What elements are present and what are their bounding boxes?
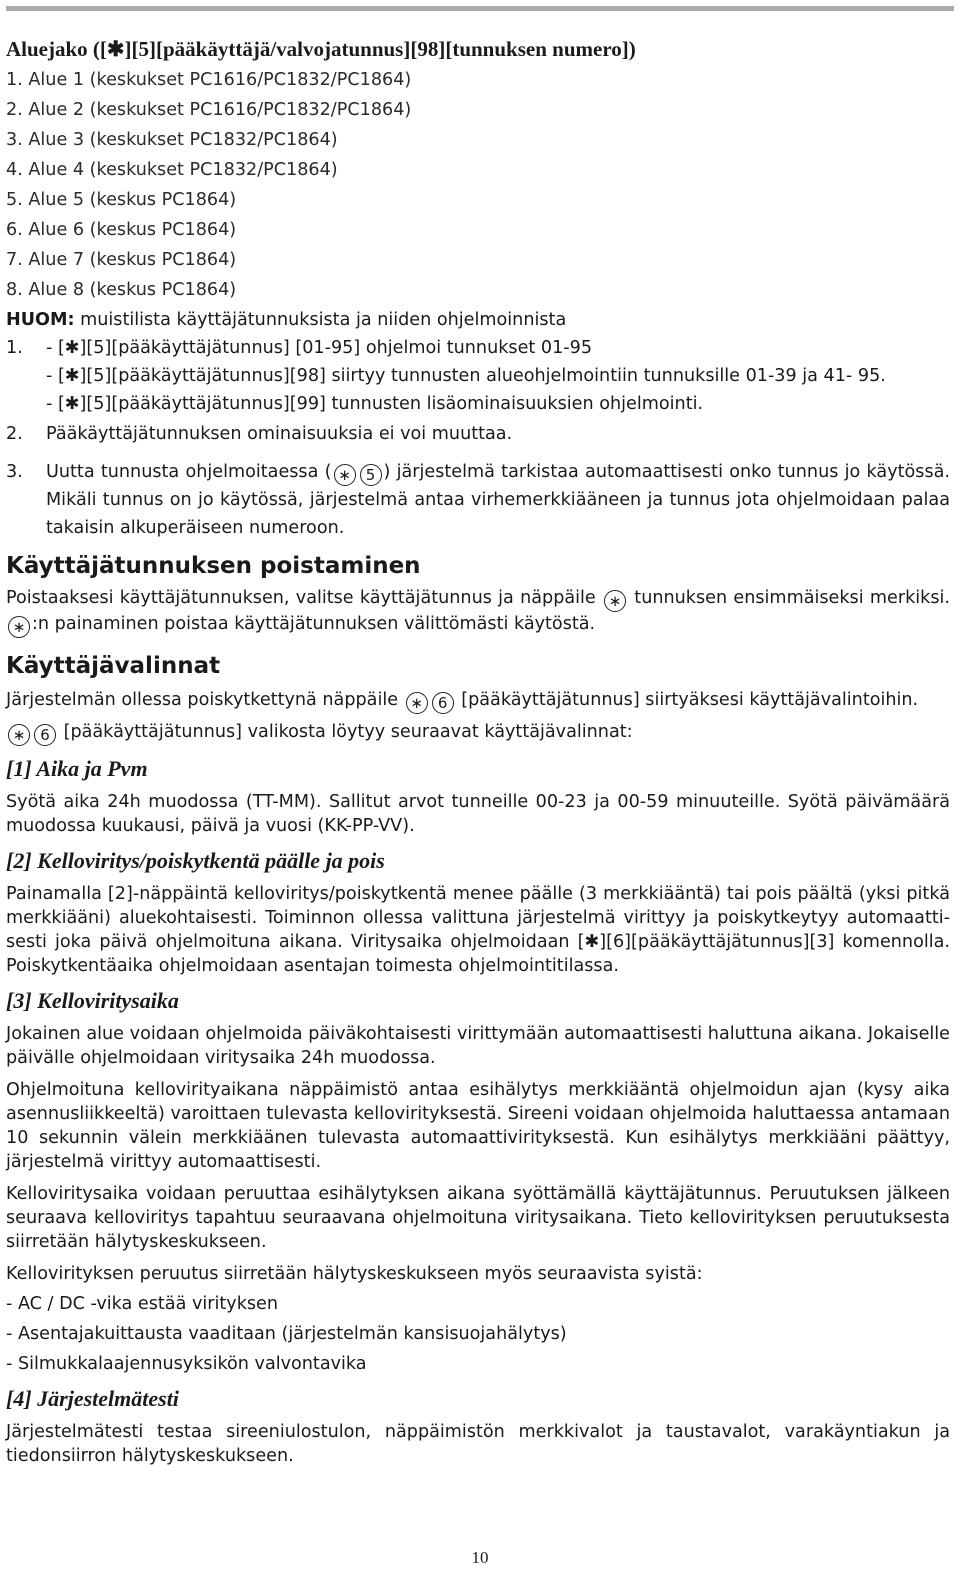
note-line: - [✱][5][pääkäyttäjätunnus][98] siirtyy tunnusten alueohjelmointiin tunnuksille 01-39 ja 41- 95. xyxy=(46,366,886,386)
star-key-icon: ∗ xyxy=(8,616,30,638)
note-label: HUOM: xyxy=(6,310,75,330)
list-item: - Silmukkalaajennusyksikön valvontavika xyxy=(6,1354,367,1374)
paragraph: Järjestelmätesti testaa sireeniulostulon, näppäimistön merkkivalot ja taustavalot, varakäyntiakun ja tiedonsiirron hälytyskeskukseen. xyxy=(6,1422,950,1466)
list-item: 8. Alue 8 (keskus PC1864) xyxy=(6,280,237,300)
note-text: muistilista käyttäjätunnuksista ja niiden ohjelmoinnista xyxy=(74,310,567,330)
page-number: 10 xyxy=(471,1548,489,1567)
paragraph xyxy=(6,686,950,714)
paragraph: Kellovirityksen peruutus siirretään hälytyskeskukseen myös seuraavista syistä: xyxy=(6,1264,703,1284)
star-key-icon: ∗ xyxy=(8,724,30,746)
sec1-post: :n painaminen poistaa käyttäjätunnuksen välittömästi käytöstä. xyxy=(32,614,596,634)
section-title-user-functions: Käyttäjävalinnat xyxy=(6,653,221,679)
note-heading xyxy=(6,308,950,332)
note-item-1-lines xyxy=(46,336,950,416)
list-item: 3. Alue 3 (keskukset PC1832/PC1864) xyxy=(6,130,338,150)
paragraph xyxy=(6,718,950,746)
key-6-icon: 6 xyxy=(34,724,56,746)
sec2-p1-pre: Järjestelmän ollessa poiskytkettynä näppäile xyxy=(6,690,404,710)
key-5-icon: 5 xyxy=(360,464,382,486)
subsection-title-2: [2] Kelloviritys/poiskytkentä päälle ja pois xyxy=(6,848,385,873)
list-item: - Asentajakuittausta vaaditaan (järjestelmän kansisuojahälytys) xyxy=(6,1324,567,1344)
list-item: 1. Alue 1 (keskukset PC1616/PC1832/PC1864) xyxy=(6,70,412,90)
note-text: Pääkäyttäjätunnuksen ominaisuuksia ei voi muuttaa. xyxy=(46,424,513,444)
list-item: 4. Alue 4 (keskukset PC1832/PC1864) xyxy=(6,160,338,180)
paragraph: Jokainen alue voidaan ohjelmoida päiväkohtaisesti virittymään automaattisesti haluttuna aikana. Jokaiselle päivälle ohjelmoidaan viritysaika 24h muodossa. xyxy=(6,1024,950,1068)
sec2-p1-post: [pääkäyttäjätunnus] siirtyäksesi käyttäjävalintoihin. xyxy=(455,690,919,710)
paragraph xyxy=(6,586,950,638)
list-item: 5. Alue 5 (keskus PC1864) xyxy=(6,190,237,210)
note-item-1 xyxy=(6,336,950,416)
star-key-icon: ∗ xyxy=(604,590,626,612)
list-item: 7. Alue 7 (keskus PC1864) xyxy=(6,250,237,270)
note3-pre: Uutta tunnusta ohjelmoitaessa ( xyxy=(46,462,332,482)
top-rule xyxy=(6,6,954,11)
area-list xyxy=(6,68,950,302)
list-item: - AC / DC -vika estää virityksen xyxy=(6,1294,279,1314)
sec2-p2-post: [pääkäyttäjätunnus] valikosta löytyy seuraavat käyttäjävalinnat: xyxy=(58,722,633,742)
note-number: 1. xyxy=(6,338,23,358)
note-line: - [✱][5][pääkäyttäjätunnus][99] tunnusten lisäominaisuuksien ohjelmointi. xyxy=(46,394,704,414)
list-item: 2. Alue 2 (keskukset PC1616/PC1832/PC1864) xyxy=(6,100,412,120)
paragraph: Ohjelmoituna kellovirityaikana näppäimistö antaa esihälytys merkkiääntä ohjelmoidun ajan (kysy aika asennusliikkeeltä) varoittaen tulevasta kellovirityksestä. Sireeni voidaan ohjelmoida haluttaessa antamaan 10 sekunnin välein merkkiäänen tulevasta automaattivirityksestä. Kun esihälytys merkkiääni päättyy, järjestelmä virittyy automaattisesti. xyxy=(6,1080,950,1172)
note-number: 3. xyxy=(6,462,23,482)
sec1-pre: Poistaaksesi käyttäjätunnuksen, valitse käyttäjätunnus ja näppäile xyxy=(6,588,603,608)
note-item-2 xyxy=(6,422,950,446)
document-body xyxy=(6,36,950,1468)
section-title-delete-user-code: Käyttäjätunnuksen poistaminen xyxy=(6,553,421,579)
section-title-aluejako: Aluejako ([✱][5][pääkäyttäjä/valvojatunnus][98][tunnuksen numero]) xyxy=(6,37,636,61)
paragraph: Painamalla [2]-näppäintä kelloviritys/poiskytkentä menee päälle (3 merkkiääntä) tai pois päältä (yksi pitkä merkkiääni) aluekohtaisesti. Toiminnon ollessa valittuna järjestelmä virittyy ja poiskytkeytyy automaatti-sesti joka päivä ohjelmoituna aikana. Viritysaika ohjelmoidaan [✱][6][pääkäyttäjätunnus][3] komennolla. Poiskytkentäaika ohjelmoidaan asentajan toimesta ohjelmointitilassa. xyxy=(6,884,950,976)
paragraph: Kelloviritysaika voidaan peruuttaa esihälytyksen aikana syöttämällä käyttäjätunnus. Peruutuksen jälkeen seuraava kelloviritys tapahtuu seuraavana ohjelmoituna viritysaikana. Tieto kellovirityksen peruutuksesta siirretään hälytyskeskukseen. xyxy=(6,1184,950,1252)
note3-post: ) järjestelmä tarkistaa automaattisesti onko tunnus jo käytössä. Mikäli tunnus on jo käytössä, järjestelmä antaa virhemerkkiääneen ja tunnus jota ohjelmoidaan palaa takaisin alkuperäiseen numeroon. xyxy=(46,462,950,538)
note-number: 2. xyxy=(6,424,23,444)
subsection-title-3: [3] Kelloviritysaika xyxy=(6,988,179,1013)
sec1-mid: tunnuksen ensimmäiseksi merkiksi. xyxy=(628,588,950,608)
list-item: 6. Alue 6 (keskus PC1864) xyxy=(6,220,237,240)
note-item-3 xyxy=(6,458,950,542)
paragraph: Syötä aika 24h muodossa (TT-MM). Sallitut arvot tunneille 00-23 ja 00-59 minuuteille. Syötä päivämäärä muodossa kuukausi, päivä ja vuosi (KK-PP-VV). xyxy=(6,792,950,836)
star-key-icon: ∗ xyxy=(406,692,428,714)
key-6-icon: 6 xyxy=(432,692,454,714)
note-text xyxy=(46,458,950,542)
subsection-title-1: [1] Aika ja Pvm xyxy=(6,756,148,781)
subsection-title-4: [4] Järjestelmätesti xyxy=(6,1386,179,1411)
note-line: - [✱][5][pääkäyttäjätunnus] [01-95] ohjelmoi tunnukset 01-95 xyxy=(46,338,593,358)
star-key-icon: ∗ xyxy=(334,464,356,486)
